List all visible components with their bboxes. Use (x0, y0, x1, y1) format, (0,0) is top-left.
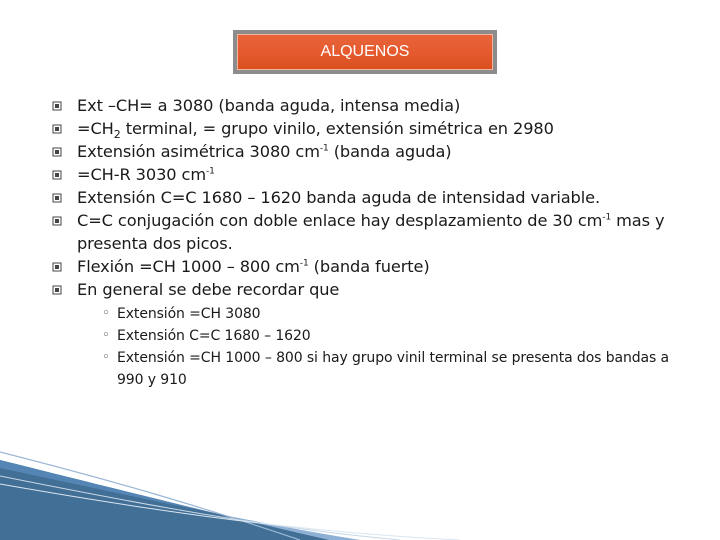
circle-bullet-icon: ◦ (102, 328, 110, 343)
bullet-text: =CH-R 3030 cm (77, 165, 206, 184)
bullet-text: (banda aguda) (328, 142, 452, 161)
bullet-text: En general se debe recordar que (77, 280, 340, 299)
bullet-text: Extensión C=C 1680 – 1620 banda aguda de intensidad variable. (77, 188, 601, 207)
title-frame (233, 30, 497, 74)
bullet-text: Ext –CH= a 3080 (banda aguda, intensa media) (77, 96, 461, 115)
sub-list-item (77, 325, 692, 347)
bullet-text: Extensión asimétrica 3080 cm (77, 142, 320, 161)
bullet-text: Flexión =CH 1000 – 800 cm (77, 257, 300, 276)
square-bullet-icon (52, 170, 62, 180)
list-item (52, 117, 692, 140)
sub-bullet-text: Extensión =CH 1000 – 800 si hay grupo vinil terminal se presenta dos bandas a 990 y 910 (117, 350, 670, 388)
bullet-text: terminal, = grupo vinilo, extensión simétrica en 2980 (120, 119, 554, 138)
bullet-text: mas y presenta dos picos. (77, 211, 665, 253)
bullet-text: C=C conjugación con doble enlace hay desplazamiento de 30 cm (77, 211, 603, 230)
list-item (52, 278, 692, 391)
subscript: 2 (113, 128, 121, 142)
square-bullet-icon (52, 147, 62, 157)
superscript: -1 (602, 212, 612, 223)
sub-bullet-text: Extensión =CH 3080 (117, 306, 261, 322)
square-bullet-icon (52, 262, 62, 272)
square-bullet-icon (52, 124, 62, 134)
superscript: -1 (299, 258, 309, 269)
circle-bullet-icon: ◦ (102, 306, 110, 321)
circle-bullet-icon: ◦ (102, 350, 110, 365)
list-item (52, 209, 692, 255)
superscript: -1 (205, 166, 215, 177)
slide-title: ALQUENOS (237, 34, 493, 70)
decorative-wave (0, 440, 720, 540)
square-bullet-icon (52, 285, 62, 295)
slide-content (52, 94, 692, 391)
square-bullet-icon (52, 216, 62, 226)
sub-list-item (77, 303, 692, 325)
list-item (52, 94, 692, 117)
list-item (52, 163, 692, 186)
bullet-text: (banda fuerte) (308, 257, 430, 276)
list-item (52, 255, 692, 278)
bullet-text: =CH (77, 119, 114, 138)
sub-bullet-list (77, 303, 692, 391)
sub-bullet-text: Extensión C=C 1680 – 1620 (117, 328, 311, 344)
square-bullet-icon (52, 101, 62, 111)
sub-list-item (77, 347, 692, 391)
list-item (52, 186, 692, 209)
list-item (52, 140, 692, 163)
square-bullet-icon (52, 193, 62, 203)
superscript: -1 (319, 143, 329, 154)
bullet-list (52, 94, 692, 391)
